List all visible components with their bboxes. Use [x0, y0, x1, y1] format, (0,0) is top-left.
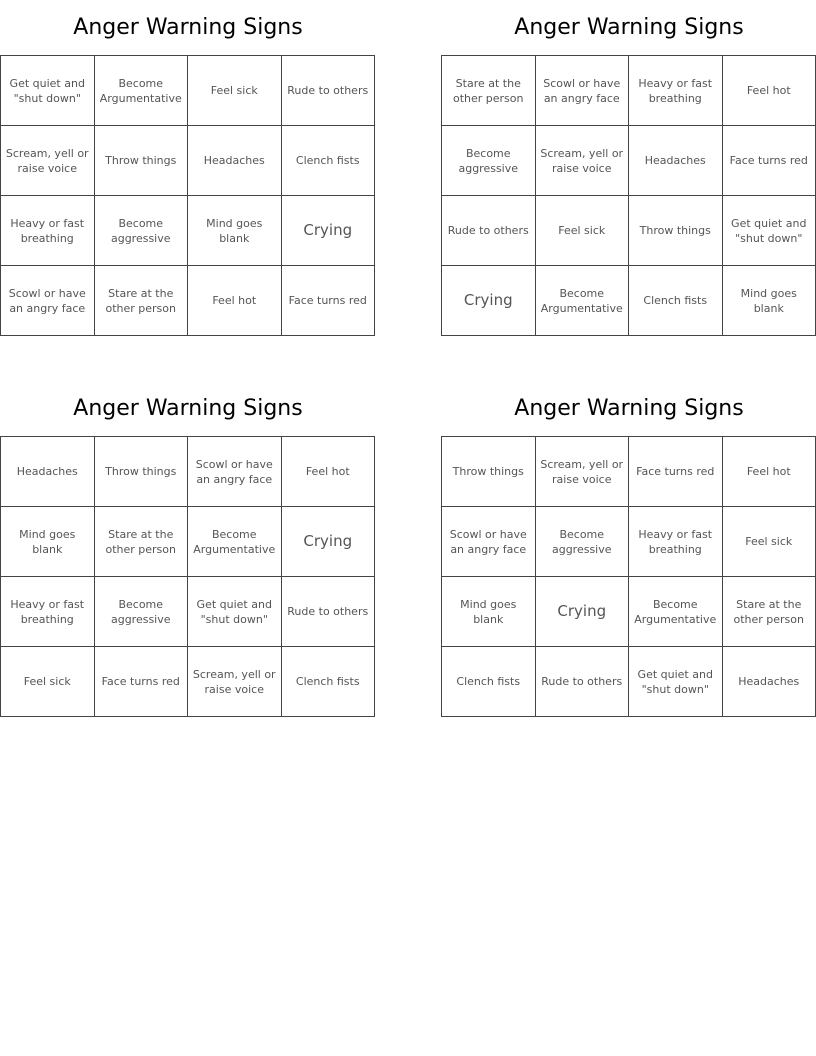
- card-title: Anger Warning Signs: [73, 15, 303, 40]
- bingo-cell: Headaches: [629, 126, 723, 196]
- bingo-cell: Feel sick: [188, 56, 282, 126]
- bingo-cell: Throw things: [95, 437, 189, 507]
- bingo-cell: Heavy or fast breathing: [1, 577, 95, 647]
- bingo-cell: Scream, yell or raise voice: [188, 647, 282, 717]
- bingo-cell: Rude to others: [536, 647, 630, 717]
- bingo-card-4: [441, 381, 816, 717]
- bingo-grid: [0, 55, 375, 336]
- bingo-cell: Headaches: [188, 126, 282, 196]
- bingo-cell: Crying: [282, 507, 376, 577]
- bingo-cell: Become Argumentative: [536, 266, 630, 336]
- bingo-cell: Face turns red: [629, 437, 723, 507]
- bingo-cell: Scowl or have an angry face: [188, 437, 282, 507]
- bingo-card-1: [0, 0, 376, 336]
- bingo-cell: Get quiet and "shut down": [723, 196, 816, 266]
- bingo-cell: Headaches: [1, 437, 95, 507]
- bingo-cell: Scream, yell or raise voice: [536, 437, 630, 507]
- bingo-grid: [441, 55, 816, 336]
- bingo-cell: Clench fists: [282, 126, 376, 196]
- bingo-cell: Get quiet and "shut down": [1, 56, 95, 126]
- bingo-cell: Feel hot: [282, 437, 376, 507]
- bingo-cell: Headaches: [723, 647, 816, 717]
- bingo-cell: Rude to others: [282, 56, 376, 126]
- bingo-grid: [441, 436, 816, 717]
- bingo-cell: Feel hot: [723, 56, 816, 126]
- bingo-cell: Feel sick: [723, 507, 816, 577]
- bingo-cell: Crying: [282, 196, 376, 266]
- bingo-cell: Scowl or have an angry face: [536, 56, 630, 126]
- bingo-cell: Rude to others: [442, 196, 536, 266]
- bingo-cell: Scream, yell or raise voice: [536, 126, 630, 196]
- bingo-cell: Mind goes blank: [442, 577, 536, 647]
- bingo-cell: Crying: [536, 577, 630, 647]
- bingo-card-2: [441, 0, 816, 336]
- bingo-cell: Scowl or have an angry face: [442, 507, 536, 577]
- bingo-cell: Mind goes blank: [188, 196, 282, 266]
- bingo-cell: Stare at the other person: [442, 56, 536, 126]
- bingo-cell: Throw things: [95, 126, 189, 196]
- bingo-cell: Become aggressive: [95, 577, 189, 647]
- bingo-cell: Face turns red: [723, 126, 816, 196]
- bingo-cell: Become aggressive: [536, 507, 630, 577]
- bingo-cell: Get quiet and "shut down": [188, 577, 282, 647]
- bingo-cell: Heavy or fast breathing: [629, 56, 723, 126]
- bingo-cell: Face turns red: [282, 266, 376, 336]
- bingo-card-3: [0, 381, 376, 717]
- bingo-cell: Rude to others: [282, 577, 376, 647]
- bingo-cell: Feel sick: [1, 647, 95, 717]
- bingo-cell: Scream, yell or raise voice: [1, 126, 95, 196]
- bingo-cell: Face turns red: [95, 647, 189, 717]
- bingo-cell: Stare at the other person: [95, 507, 189, 577]
- bingo-cell: Feel hot: [188, 266, 282, 336]
- bingo-cell: Mind goes blank: [723, 266, 816, 336]
- bingo-cell: Become Argumentative: [629, 577, 723, 647]
- bingo-cell: Feel sick: [536, 196, 630, 266]
- bingo-cell: Throw things: [442, 437, 536, 507]
- bingo-cell: Become Argumentative: [95, 56, 189, 126]
- card-title: Anger Warning Signs: [73, 396, 303, 421]
- bingo-grid: [0, 436, 375, 717]
- bingo-cell: Clench fists: [629, 266, 723, 336]
- bingo-cell: Scowl or have an angry face: [1, 266, 95, 336]
- bingo-cell: Heavy or fast breathing: [1, 196, 95, 266]
- bingo-cell: Become aggressive: [95, 196, 189, 266]
- bingo-cell: Clench fists: [282, 647, 376, 717]
- bingo-cell: Get quiet and "shut down": [629, 647, 723, 717]
- bingo-cell: Crying: [442, 266, 536, 336]
- bingo-cell: Throw things: [629, 196, 723, 266]
- bingo-cell: Become Argumentative: [188, 507, 282, 577]
- bingo-cell: Heavy or fast breathing: [629, 507, 723, 577]
- bingo-cell: Stare at the other person: [95, 266, 189, 336]
- bingo-cell: Stare at the other person: [723, 577, 816, 647]
- bingo-cell: Clench fists: [442, 647, 536, 717]
- bingo-cell: Become aggressive: [442, 126, 536, 196]
- card-title: Anger Warning Signs: [514, 15, 744, 40]
- card-title: Anger Warning Signs: [514, 396, 744, 421]
- bingo-cell: Feel hot: [723, 437, 816, 507]
- bingo-cell: Mind goes blank: [1, 507, 95, 577]
